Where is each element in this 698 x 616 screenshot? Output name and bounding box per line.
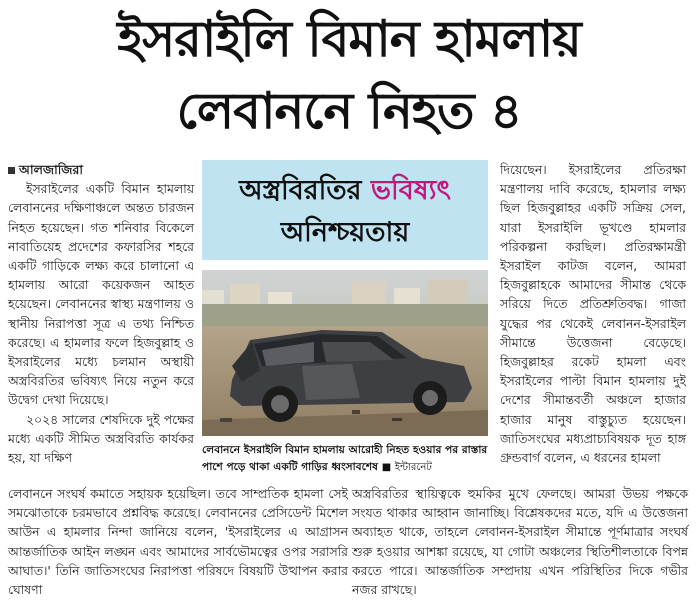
source-line: [8, 160, 194, 179]
article-bottom-left: [8, 484, 348, 614]
headline-line-1: ইসরাইলি বিমান হামলায়: [117, 10, 581, 68]
subheadline-box: [202, 160, 488, 260]
subheadline-part-1: অস্ত্রবিরতির: [239, 175, 362, 206]
caption-credit-icon: ■: [381, 462, 392, 473]
caption-text: লেবাননে ইসরাইলি বিমান হামলায় আরোহী নিহত হওয়ার পর রাস্তার পাশে পড়ে থাকা একটি গাড়ির ধ্বংসাবশেষ: [202, 444, 488, 473]
caption-credit: ইন্টারনেট: [394, 462, 432, 473]
destroyed-car-photo: [202, 270, 488, 436]
photo-illustration: [202, 270, 488, 436]
article-bottom-right: [352, 484, 688, 614]
paragraph-1: ইসরাইলের একটি বিমান হামলায় লেবাননের দক্ষিণাঞ্চলে অন্তত চারজন নিহত হয়েছেন। গত শনিবার বিকেলে নাবাতিয়েহ প্রদেশের কফারসির শহরে একটি গাড়িকে লক্ষ্য করে চালানো এ হামলায় আরো কয়েকজন আহত হয়েছেন। লেবাননের স্বাস্থ্য মন্ত্রণালয় ও স্থানীয় নিরাপত্তা সূত্র এ তথ্য নিশ্চিত করেছে। এ হামলার ফলে হিজবুল্লাহ ও ইসরাইলের মধ্যে চলমান অস্থায়ী অস্ত্রবিরতির ভবিষ্যৎ নিয়ে নতুন করে উদ্বেগ দেখা দিয়েছে।: [8, 181, 194, 408]
paragraph-bottom-right: অস্ত্রবিরতির স্থায়িত্বকে হুমকির মুখে ফেলছে। আমরা উভয় পক্ষকে সংযত থাকার আহ্বান জানাচ্ছি। বিশ্লেষকদের মতে, যদি এ উত্তেজনা অব্যাহত থাকে, তাহলে লেবানন-ইসরাইল সীমান্তে পূর্ণমাত্রার সংঘর্ষ শুরু হওয়ার আশঙ্কা রয়েছে, যা গোটা অঞ্চলের স্থিতিশীলতাকে বিপন্ন করতে পারে। আন্তর্জাতিক সম্প্রদায় এখন পরিস্থিতির দিকে গভীর নজর রাখছে।: [352, 486, 688, 598]
paragraph-2: ২০২৪ সালের শেষদিকে দুই পক্ষের মধ্যে একটি সীমিত অস্ত্রবিরতি কার্যকর হয়, যা দক্ষিণ: [8, 411, 194, 466]
paragraph-right: দিয়েছেন। ইসরাইলের প্রতিরক্ষা মন্ত্রণালয় দাবি করেছে, হামলার লক্ষ্য ছিল হিজবুল্লাহর একটি সক্রিয় সেল, যারা ইসরাইলি ভূখণ্ডে হামলার পরিকল্পনা করছিল। প্রতিরক্ষামন্ত্রী ইসরাইল কাটজ বলেন, আমরা হিজবুল্লাহকে আমাদের সীমান্ত থেকে সরিয়ে দিতে প্রতিশ্রুতিবদ্ধ। গাজা যুদ্ধের পর থেকেই লেবানন-ইসরাইল সীমান্তে উত্তেজনা বেড়েছে। হিজবুল্লাহর রকেট হামলা এবং ইসরাইলের পাল্টা বিমান হামলায় দুই দেশের সীমান্তবর্তী অঞ্চলে হাজার হাজার মানুষ বাস্তুচ্যুত হয়েছেন। জাতিসংঘের মধ্যপ্রাচ্যবিষয়ক দূত হাঙ্গ গ্রুন্ডবার্গ বলেন, এ ধরনের হামলা: [500, 162, 686, 466]
bullet-square-icon: [8, 167, 15, 174]
photo-caption: [202, 442, 496, 476]
subheadline-line-2: অনিশ্চয়তায়: [280, 217, 410, 248]
article-column-right: [500, 160, 686, 466]
subheadline-line-1: [202, 170, 488, 215]
headline-line-2: লেবাননে নিহত ৪: [176, 82, 522, 140]
paragraph-bottom-left: লেবাননে সংঘর্ষ কমাতে সহায়ক হয়েছিল। তবে সাম্প্রতিক হামলা সেই সমঝোতাকে চরমভাবে প্রশ্নবিদ্ধ করেছে। লেবাননের প্রেসিডেন্ট মিশেল আউন এ হামলার নিন্দা জানিয়ে বলেন, 'ইসরাইলের এ আগ্রাসন আন্তর্জাতিক আইন লঙ্ঘন এবং আমাদের সার্বভৌমত্বের ওপর সরাসরি আঘাত।' তিনি জাতিসংঘের নিরাপত্তা পরিষদে বিষয়টি উত্থাপন করার ঘোষণা: [8, 486, 348, 598]
article-column-left: [8, 160, 194, 466]
source-name: আলজাজিরা: [19, 162, 83, 177]
subheadline-highlight: ভবিষ্যৎ: [370, 175, 451, 206]
